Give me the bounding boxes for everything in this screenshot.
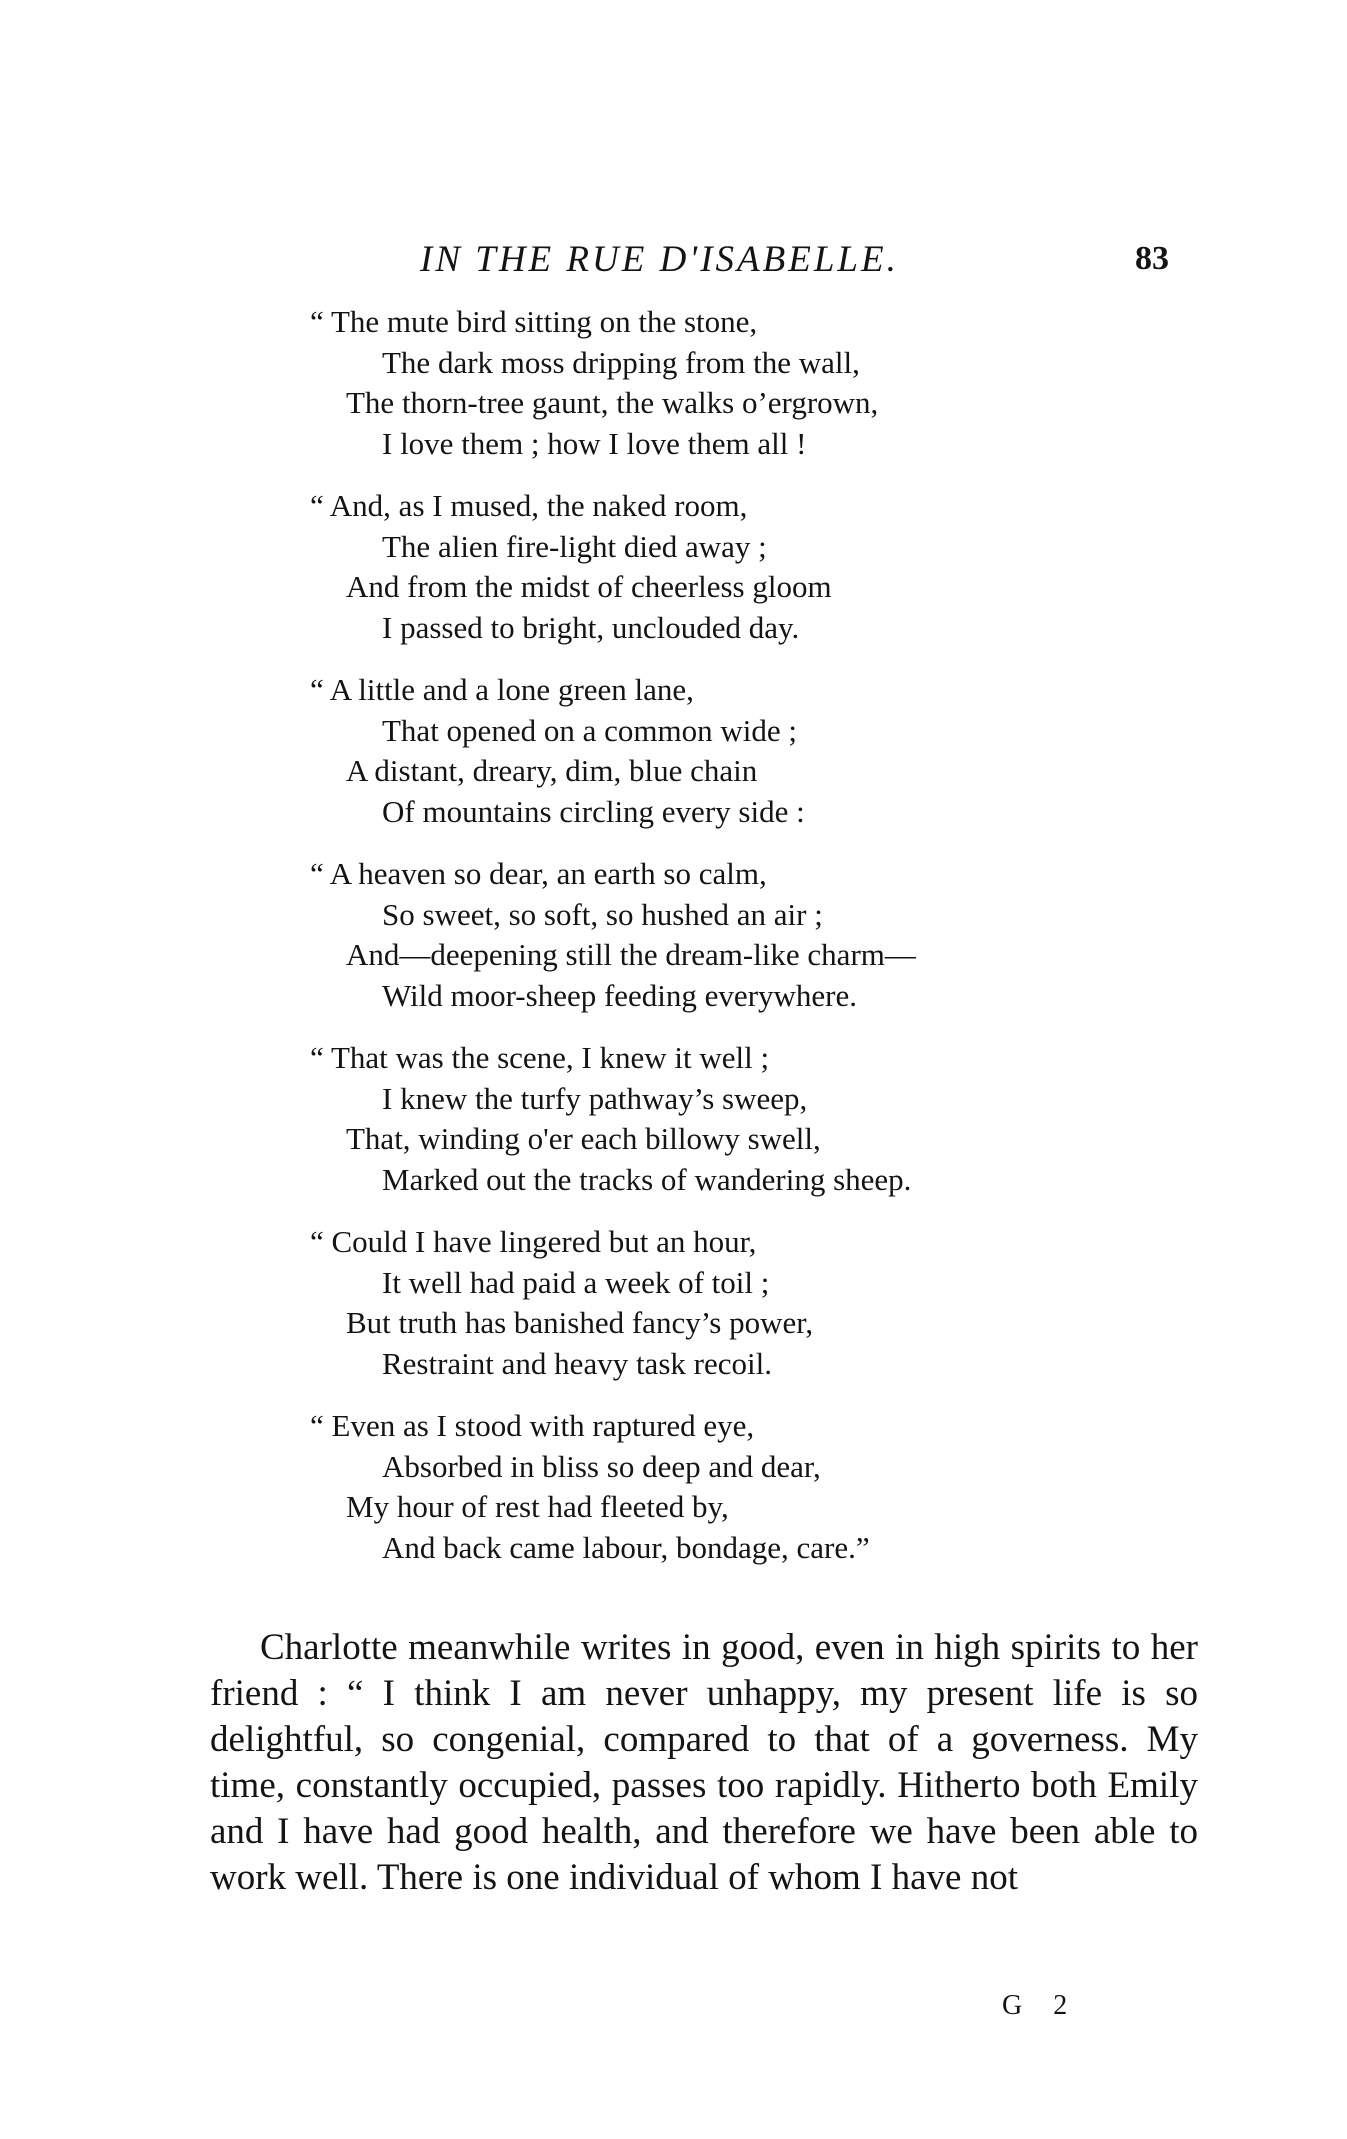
poem	[310, 302, 1090, 1590]
poem-line: Marked out the tracks of wandering sheep.	[382, 1161, 912, 1197]
poem-line: “ Could I have lingered but an hour,	[310, 1224, 757, 1259]
poem-line: Absorbed in bliss so deep and dear,	[382, 1448, 821, 1484]
poem-line: “ A little and a lone green lane,	[310, 672, 694, 707]
poem-line: That, winding o'er each billowy swell,	[346, 1121, 821, 1156]
stanza	[310, 1222, 1090, 1384]
poem-line: And—deepening still the dream-like charm—	[346, 937, 916, 972]
poem-line: “ Even as I stood with raptured eye,	[310, 1408, 755, 1443]
running-title: IN THE RUE D'ISABELLE.	[420, 239, 899, 280]
stanza	[310, 302, 1090, 464]
poem-line: And from the midst of cheerless gloom	[346, 569, 832, 604]
poem-line: Of mountains circling every side :	[382, 793, 805, 829]
poem-line: The thorn-tree gaunt, the walks o’ergrown,	[346, 385, 879, 420]
prose-paragraph: Charlotte meanwhile writes in good, even in high spirits to her friend : “ I think I am never unhappy, my present life is so delightful, so congenial, compared to that of a governess. My time, constantly occupied, passes too rapidly. Hitherto both Emily and I have had good health, and therefore we have been able to work well. There is one individual of whom I have not	[210, 1627, 1198, 1898]
page-number: 83	[1135, 240, 1169, 277]
stanza	[310, 486, 1090, 648]
stanza	[310, 1406, 1090, 1568]
poem-line: I knew the turfy pathway’s sweep,	[382, 1080, 808, 1116]
poem-line: My hour of rest had fleeted by,	[346, 1489, 729, 1524]
poem-line: Wild moor-sheep feeding everywhere.	[382, 977, 857, 1013]
stanza	[310, 854, 1090, 1016]
poem-line: It well had paid a week of toil ;	[382, 1264, 770, 1300]
poem-line: The alien fire-light died away ;	[382, 528, 767, 564]
poem-line: Restraint and heavy task recoil.	[382, 1345, 772, 1381]
stanza	[310, 1038, 1090, 1200]
poem-line: And back came labour, bondage, care.”	[382, 1529, 870, 1565]
stanza	[310, 670, 1090, 832]
poem-line: I love them ; how I love them all !	[382, 425, 807, 461]
poem-line: But truth has banished fancy’s power,	[346, 1305, 814, 1340]
poem-line: I passed to bright, unclouded day.	[382, 609, 800, 645]
poem-line: “ A heaven so dear, an earth so calm,	[310, 856, 767, 891]
poem-line: So sweet, so soft, so hushed an air ;	[382, 896, 823, 932]
running-head	[300, 238, 1200, 288]
signature-mark: G 2	[1002, 1990, 1080, 2021]
prose-block	[210, 1625, 1198, 1901]
poem-line: “ The mute bird sitting on the stone,	[310, 304, 758, 339]
poem-line: “ That was the scene, I knew it well ;	[310, 1040, 770, 1075]
poem-line: The dark moss dripping from the wall,	[382, 344, 860, 380]
poem-line: That opened on a common wide ;	[382, 712, 797, 748]
poem-line: A distant, dreary, dim, blue chain	[346, 753, 758, 788]
poem-line: “ And, as I mused, the naked room,	[310, 488, 748, 523]
